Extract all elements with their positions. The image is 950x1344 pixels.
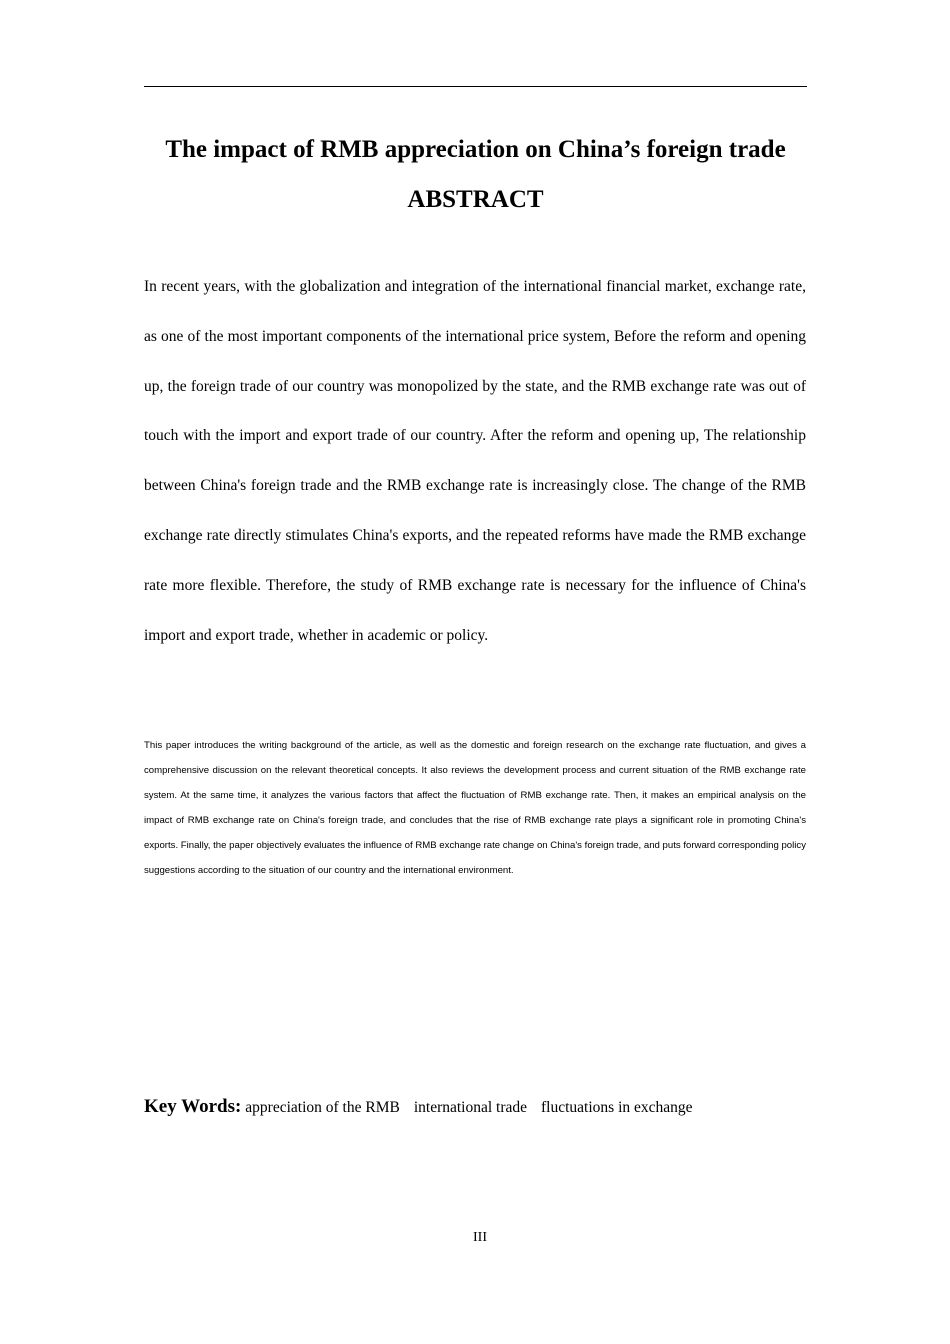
abstract-paragraph-1: In recent years, with the globalization and integration of the international financial market, exchange rate, as one of the most important components of the international price system, Before the reform and opening up, the foreign trade of our country was monopolized by the state, and the RMB exchange rate was out of touch with the import and export trade of our country. After the reform and opening up, The relationship between China's foreign trade and the RMB exchange rate is increasingly close. The change of the RMB exchange rate directly stimulates China's exports, and the repeated reforms have made the RMB exchange rate more flexible. Therefore, the study of RMB exchange rate is necessary for the influence of China's import and export trade, whether in academic or policy. — [144, 278, 806, 644]
keywords-line — [144, 1096, 807, 1118]
keyword-item: appreciation of the RMB — [245, 1099, 400, 1116]
paper-title: The impact of RMB appreciation on China’s foreign trade — [165, 136, 786, 163]
keyword-item: international trade — [413, 1099, 528, 1116]
keyword-item: fluctuations in exchange — [541, 1099, 693, 1116]
abstract-paragraph-2: This paper introduces the writing background of the article, as well as the domestic and foreign research on the exchange rate fluctuation, and gives a comprehensive discussion on the relevant theoretical concepts. It also reviews the development process and current situation of the RMB exchange rate system. At the same time, it analyzes the various factors that affect the fluctuation of RMB exchange rate. Then, it makes an empirical analysis on the impact of RMB exchange rate on China's foreign trade, and concludes that the rise of RMB exchange rate plays a significant role in promoting China's exports. Finally, the paper objectively evaluates the influence of RMB exchange rate change on China's foreign trade, and puts forward corresponding policy suggestions according to the situation of our country and the international environment. — [144, 740, 806, 876]
keywords-label: Key Words: — [144, 1096, 242, 1117]
abstract-heading: ABSTRACT — [407, 186, 544, 213]
header-rule — [144, 86, 807, 87]
page-number: III — [473, 1230, 487, 1245]
